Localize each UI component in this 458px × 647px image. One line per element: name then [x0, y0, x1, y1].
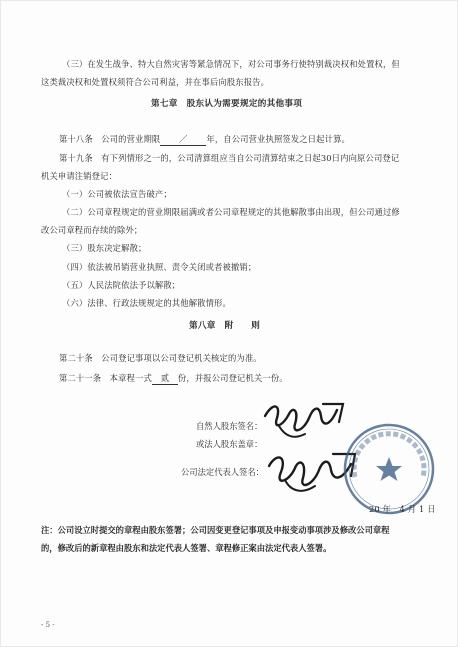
page-number: - 5 - — [41, 621, 55, 629]
company-seal-stamp — [341, 421, 437, 517]
footnote — [41, 521, 421, 557]
article-18-blank: ／ — [160, 134, 206, 146]
article-19-line1: 第十九条 有下列情形之一的，公司清算组应当自公司清算结束之日起30日内向原公司登记 — [59, 153, 400, 163]
article-18 — [59, 134, 350, 146]
para-3-line1: （三）在发生战争、特大自然灾害等紧急情况下，对公司事务行使特别裁决权和处置权，但 — [62, 59, 400, 69]
article-21-blank: 贰 — [152, 373, 178, 385]
article-18-prefix: 第十八条 公司的营业期限 — [59, 134, 161, 144]
item-4: （四）依法被吊销营业执照、责令关闭或者被撤销； — [62, 262, 257, 272]
footnote-line2: 的，修改后的新章程由股东和法定代表人签署、章程修正案由法定代表人签署。 — [41, 543, 332, 553]
article-21-prefix: 第二十一条 本章程一式 — [59, 373, 152, 383]
footnote-line1: 注：公司设立时提交的章程由股东签署；公司因变更登记事项及申报变动事项涉及修改公司章程 — [41, 525, 390, 535]
signing-date: 20 年 4 月 1 日 — [369, 504, 436, 514]
natural-person-signature-label: 自然人股东签名： — [196, 421, 263, 431]
item-1: （一）公司被依法宣告破产； — [62, 189, 172, 199]
chapter8-title: 第八章 附 则 — [189, 321, 261, 331]
item-3: （三）股东决定解散； — [62, 243, 147, 253]
article-18-suffix: 年，自公司营业执照签发之日起计算。 — [206, 134, 350, 144]
item-2-line2: 改公司章程而存续的除外； — [41, 225, 143, 235]
article-20: 第二十条 公司登记事项以公司登记机关核定的为准。 — [59, 353, 262, 363]
article-21 — [59, 373, 288, 385]
legal-rep-signature-label: 公司法定代表人签名： — [181, 467, 264, 477]
article-21-suffix: 份，并报公司登记机关一份。 — [177, 373, 288, 383]
handwritten-signature-1 — [259, 396, 349, 446]
item-2-line1: （二）公司章程规定的营业期限届满或者公司章程规定的其他解散事由出现，但公司通过修 — [62, 207, 400, 217]
para-3-line2: 这类裁决权和处置权须符合公司利益，并在事后向股东报告。 — [41, 77, 270, 87]
item-6: （六）法律、行政法规规定的其他解散情形。 — [62, 298, 231, 308]
item-5: （五）人民法院依法予以解散； — [62, 280, 181, 290]
article-19-line2: 机关申请注销登记： — [41, 171, 118, 181]
legal-person-seal-label: 或法人股东盖章： — [196, 439, 263, 449]
chapter7-title: 第七章 股东认为需要规定的其他事项 — [151, 99, 303, 109]
